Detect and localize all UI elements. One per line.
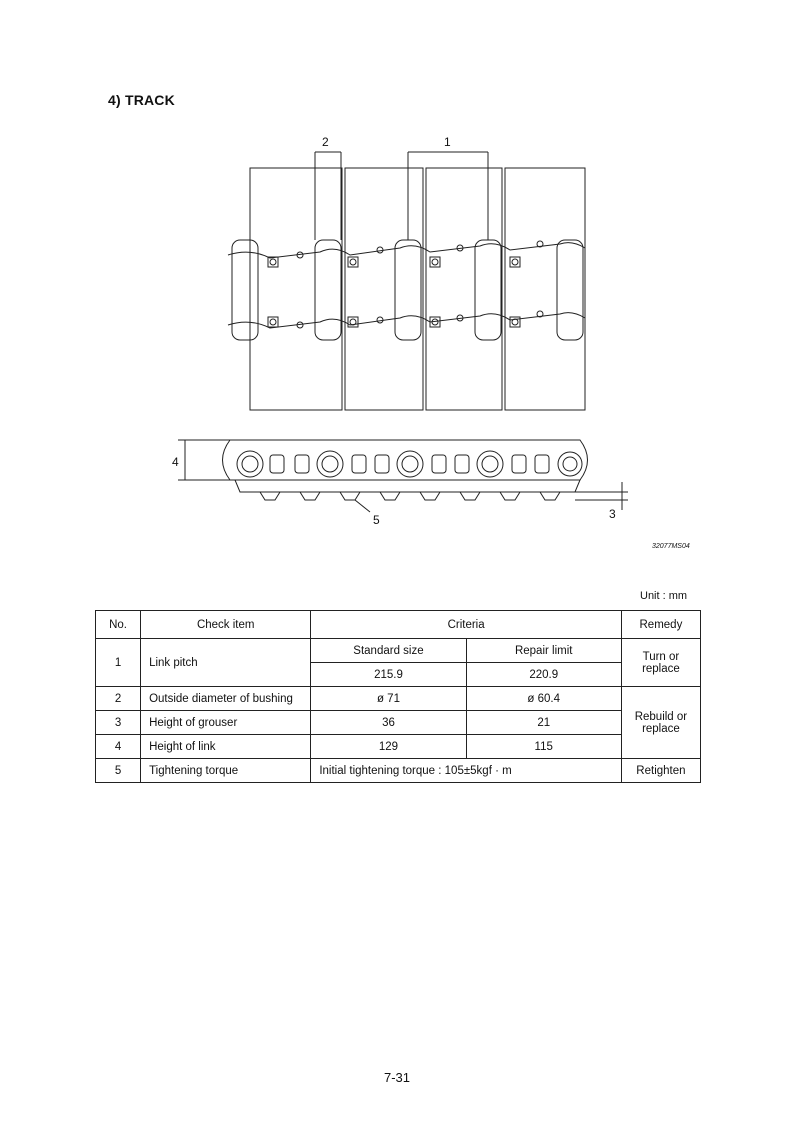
row-no: 5 <box>96 759 141 783</box>
row-standard: 129 <box>311 735 466 759</box>
row-standard: 215.9 <box>311 663 466 687</box>
row-no: 3 <box>96 711 141 735</box>
header-check-item: Check item <box>141 611 311 639</box>
track-shoe <box>426 168 502 410</box>
remedy-retighten: Retighten <box>621 759 700 783</box>
remedy-rebuild-replace <box>621 687 700 759</box>
track-shoe <box>505 168 585 410</box>
row-repair: 115 <box>466 735 621 759</box>
track-diagram <box>160 130 640 560</box>
subheader-standard: Standard size <box>311 639 466 663</box>
callout-1: 1 <box>444 135 451 149</box>
row-no: 1 <box>96 639 141 687</box>
row-standard: 36 <box>311 711 466 735</box>
remedy-line: Turn or <box>642 650 680 663</box>
row-item: Tightening torque <box>141 759 311 783</box>
remedy-line: replace <box>642 722 680 735</box>
header-no: No. <box>96 611 141 639</box>
table-row <box>96 687 701 711</box>
figure-code: 32077MS04 <box>652 543 690 550</box>
header-criteria: Criteria <box>311 611 622 639</box>
row-no: 2 <box>96 687 141 711</box>
row-no: 4 <box>96 735 141 759</box>
section-title: 4) TRACK <box>108 92 175 108</box>
callout-2: 2 <box>322 135 329 149</box>
row-repair: 220.9 <box>466 663 621 687</box>
table-row <box>96 711 701 735</box>
table-row <box>96 639 701 663</box>
unit-label: Unit : mm <box>640 590 688 602</box>
row-item: Height of grouser <box>141 711 311 735</box>
header-remedy: Remedy <box>621 611 700 639</box>
subheader-repair: Repair limit <box>466 639 621 663</box>
row-standard: ø 71 <box>311 687 466 711</box>
row-repair: ø 60.4 <box>466 687 621 711</box>
row-item: Link pitch <box>141 639 311 687</box>
table-row <box>96 759 701 783</box>
remedy-line: Rebuild or <box>634 710 688 723</box>
callout-4: 4 <box>172 455 179 469</box>
table-row <box>96 735 701 759</box>
remedy-turn-replace <box>621 639 700 687</box>
row-item: Outside diameter of bushing <box>141 687 311 711</box>
row-criteria: Initial tightening torque : 105±5kgf · m <box>311 759 622 783</box>
row-item: Height of link <box>141 735 311 759</box>
track-drawing <box>160 130 640 560</box>
page-number: 7-31 <box>383 1070 411 1085</box>
track-shoe <box>250 168 342 410</box>
row-repair: 21 <box>466 711 621 735</box>
spec-table <box>95 610 701 783</box>
callout-3: 3 <box>609 507 616 521</box>
track-shoe <box>345 168 423 410</box>
remedy-line: replace <box>642 662 680 675</box>
callout-5: 5 <box>373 513 380 527</box>
table-header-row <box>96 611 701 639</box>
